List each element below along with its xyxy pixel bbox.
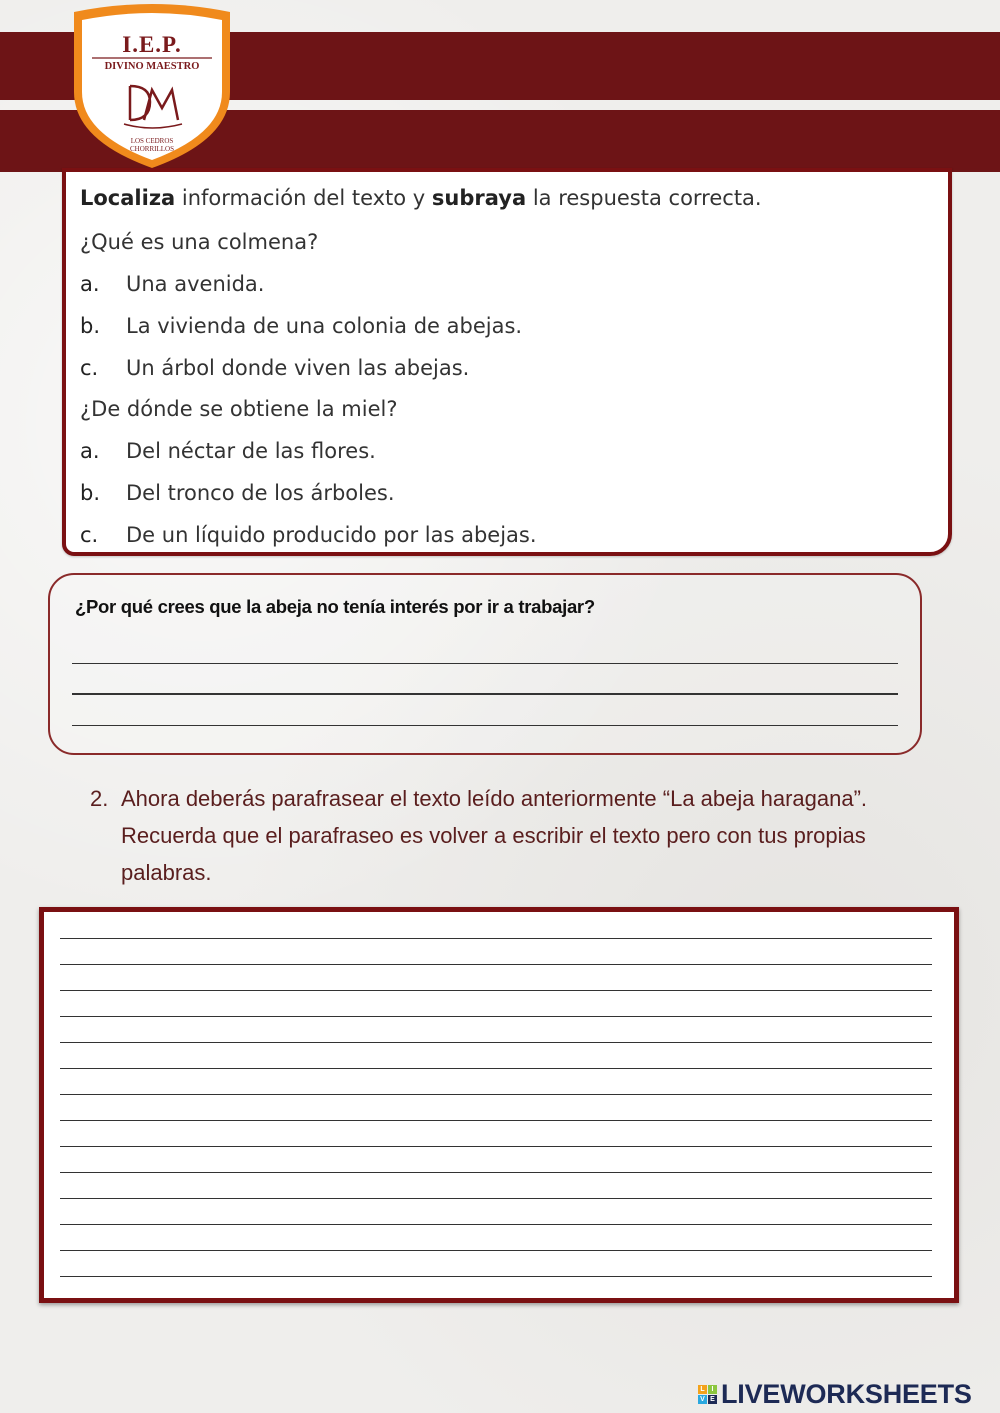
- monogram-icon: [122, 80, 184, 132]
- writing-line[interactable]: [60, 1120, 932, 1121]
- school-location-line1: LOS CEDROS: [130, 137, 174, 145]
- school-crest: [66, 0, 238, 172]
- question-2-option-c[interactable]: [80, 523, 537, 547]
- answer-line[interactable]: [72, 693, 898, 695]
- logo-cell: V: [698, 1395, 707, 1404]
- school-location: [66, 137, 238, 153]
- question-1-option-a[interactable]: [80, 272, 264, 296]
- writing-line[interactable]: [60, 1172, 932, 1173]
- school-name: I.E.P.: [122, 32, 182, 57]
- instruction-text: Ahora deberás parafrasear el texto leído anteriormente “La abeja haragana”. Recuerda que el parafraseo es volver a escribir el texto pero con tus propias palabras.: [121, 786, 868, 885]
- logo-cell: L: [698, 1385, 707, 1394]
- instruction-bold-subraya: subraya: [431, 186, 527, 210]
- option-text: La vivienda de una colonia de abejas.: [126, 314, 523, 338]
- instruction-middle: información del texto y: [175, 186, 432, 210]
- answer-line[interactable]: [72, 725, 898, 726]
- writing-line[interactable]: [60, 1094, 932, 1095]
- brand-name: LIVEWORKSHEETS: [721, 1378, 972, 1409]
- instruction-bold-localiza: Localiza: [80, 186, 176, 210]
- question-1: ¿Qué es una colmena?: [80, 230, 319, 254]
- quiz-box: [62, 168, 952, 556]
- question-1-option-b[interactable]: [80, 314, 522, 338]
- option-text: De un líquido producido por las abejas.: [126, 523, 537, 547]
- writing-line[interactable]: [60, 938, 932, 939]
- writing-line[interactable]: [60, 990, 932, 991]
- writing-line[interactable]: [60, 1224, 932, 1225]
- instruction-end: la respuesta correcta.: [526, 186, 762, 210]
- question-2: ¿De dónde se obtiene la miel?: [80, 397, 398, 421]
- question-2-option-a[interactable]: [80, 439, 376, 463]
- question-1-option-c[interactable]: [80, 356, 469, 380]
- liveworksheets-icon: [698, 1385, 717, 1404]
- option-text: Del tronco de los árboles.: [126, 481, 395, 505]
- option-letter: a.: [80, 439, 100, 463]
- school-location-line2: CHORRILLOS: [130, 145, 174, 153]
- option-text: Del néctar de las flores.: [126, 439, 376, 463]
- writing-line[interactable]: [60, 1250, 932, 1251]
- option-letter: b.: [80, 314, 101, 338]
- school-subtitle: DIVINO MAESTRO: [104, 61, 200, 72]
- writing-line[interactable]: [60, 1276, 932, 1277]
- writing-line[interactable]: [60, 1042, 932, 1043]
- option-letter: a.: [80, 272, 100, 296]
- option-letter: c.: [80, 356, 99, 380]
- open-question-prompt: ¿Por qué crees que la abeja no tenía interés por ir a trabajar?: [75, 596, 595, 617]
- writing-line[interactable]: [60, 1198, 932, 1199]
- writing-line[interactable]: [60, 1146, 932, 1147]
- writing-line[interactable]: [60, 1016, 932, 1017]
- option-letter: c.: [80, 523, 99, 547]
- option-text: Una avenida.: [126, 272, 265, 296]
- option-letter: b.: [80, 481, 101, 505]
- writing-line[interactable]: [60, 1068, 932, 1069]
- paraphrase-instruction: [90, 780, 930, 891]
- quiz-instruction: [80, 186, 762, 210]
- option-text: Un árbol donde viven las abejas.: [126, 356, 470, 380]
- instruction-number: 2.: [90, 786, 109, 811]
- logo-cell: E: [708, 1395, 717, 1404]
- open-question-box[interactable]: [48, 573, 922, 755]
- paraphrase-writing-box[interactable]: [39, 907, 959, 1303]
- answer-line[interactable]: [72, 663, 898, 664]
- logo-cell: I: [708, 1385, 717, 1394]
- liveworksheets-logo[interactable]: [698, 1378, 972, 1410]
- writing-line[interactable]: [60, 964, 932, 965]
- question-2-option-b[interactable]: [80, 481, 395, 505]
